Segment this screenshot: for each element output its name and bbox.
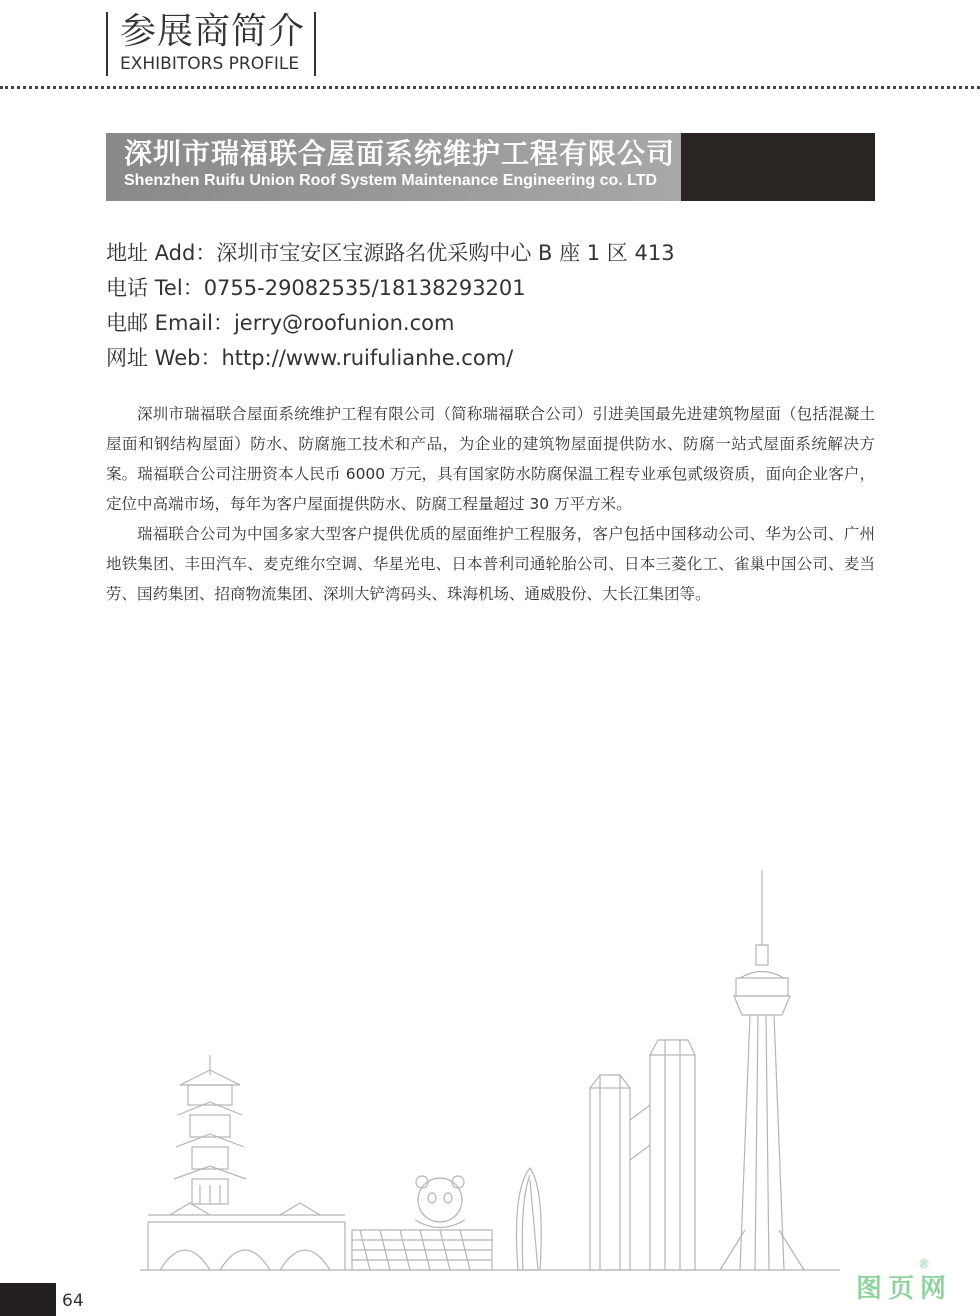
section-subtitle: EXHIBITORS PROFILE (120, 54, 300, 74)
header-right-rule (314, 12, 316, 76)
curved-tower-icon (517, 1168, 542, 1270)
contact-web[interactable]: 网址 Web：http://www.ruifulianhe.com/ (106, 346, 514, 370)
contact-block (106, 236, 675, 376)
pagoda-icon (174, 1055, 246, 1204)
watermark-registered-mark: ® (918, 1257, 930, 1271)
bridge-icon (148, 1203, 345, 1270)
city-skyline-illustration (140, 870, 840, 1275)
dotted-divider (0, 86, 980, 89)
page-number: 64 (62, 1291, 84, 1311)
contact-address: 地址 Add：深圳市宝安区宝源路名优采购中心 B 座 1 区 413 (106, 241, 675, 265)
company-banner (106, 133, 875, 201)
panda-stadium-icon (352, 1176, 492, 1270)
contact-phone: 电话 Tel：0755-29082535/18138293201 (106, 276, 526, 300)
company-name-en: Shenzhen Ruifu Union Roof System Maintenance Engineering co. LTD (124, 172, 658, 189)
description-paragraph: 瑞福联合公司为中国多家大型客户提供优质的屋面维护工程服务，客户包括中国移动公司、华为公司、广州地铁集团、丰田汽车、麦克维尔空调、华星光电、日本普利司通轮胎公司、日本三菱化工、雀巢中国公司、麦当劳、国药集团、招商物流集团、深圳大铲湾码头、珠海机场、通威股份、大长江集团等。 (106, 525, 875, 603)
page-number-block (0, 1283, 56, 1316)
company-name-cn: 深圳市瑞福联合屋面系统维护工程有限公司 (124, 137, 676, 170)
header-left-rule (106, 12, 108, 76)
contact-email[interactable]: 电邮 Email：jerry@roofunion.com (106, 311, 455, 335)
twin-towers-icon (590, 1040, 695, 1270)
tv-tower-icon (720, 870, 804, 1270)
company-description (106, 399, 875, 609)
description-paragraph: 深圳市瑞福联合屋面系统维护工程有限公司（简称瑞福联合公司）引进美国最先进建筑物屋面（包括混凝土屋面和钢结构屋面）防水、防腐施工技术和产品，为企业的建筑物屋面提供防水、防腐一站式屋面系统解决方案。瑞福联合公司注册资本人民币 6000 万元，具有国家防水防腐保温工程专业承包贰级资质，面向企业客户，定位中高端市场，每年为客户屋面提供防水、防腐工程量超过 30 万平方米。 (106, 405, 875, 513)
section-title: 参展商简介 (120, 11, 306, 52)
watermark: 图页网 (856, 1274, 953, 1304)
